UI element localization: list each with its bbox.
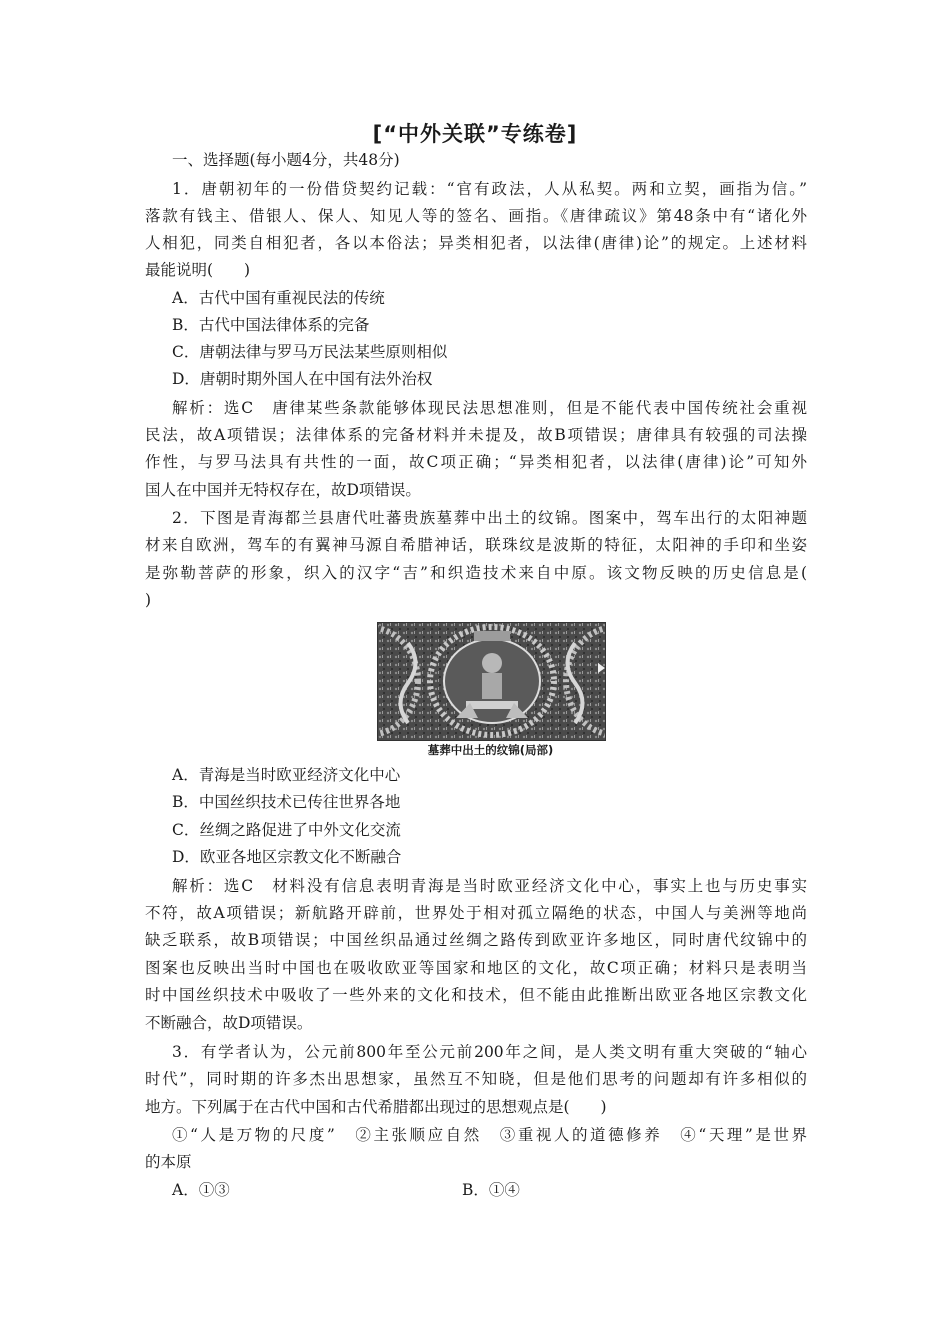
q1-stem-line: 最能说明( ): [145, 261, 251, 279]
q1-option-b: B．古代中国法律体系的完备: [172, 316, 370, 334]
q1-stem-line: 人相犯，同类自相犯者，各以本俗法；异类相犯者，以法律(唐律)论”的规定。上述材料: [145, 234, 807, 252]
brocade-figure: [377, 622, 606, 741]
q2-analysis-line: 不符，故A项错误；新航路开辟前，世界处于相对孤立隔绝的状态，中国人与美洲等地尚: [145, 904, 807, 922]
q1-analysis-line: 国人在中国并无特权存在，故D项错误。: [145, 481, 421, 499]
q2-stem-line: 是弥勒菩萨的形象，织入的汉字“吉”和织造技术来自中原。该文物反映的历史信息是(: [145, 564, 807, 582]
q3-items-line: 的本原: [145, 1153, 192, 1171]
q1-stem-line: 1．唐朝初年的一份借贷契约记载：“官有政法，人从私契。两和立契，画指为信。”: [172, 180, 807, 198]
q3-stem-line: 3．有学者认为，公元前800年至公元前200年之间，是人类文明有重大突破的“轴心: [172, 1043, 807, 1061]
brocade-image: [378, 623, 605, 740]
q2-analysis-line: 解析：选C 材料没有信息表明青海是当时欧亚经济文化中心，事实上也与历史事实: [172, 877, 807, 895]
section-heading: 一、选择题(每小题4分，共48分): [172, 151, 400, 169]
q3-option-b: B．①④: [462, 1181, 520, 1199]
q2-analysis-line: 时中国丝织技术中吸收了一些外来的文化和技术，但不能由此推断出欧亚各地区宗教文化: [145, 986, 807, 1004]
q1-option-c: C．唐朝法律与罗马万民法某些原则相似: [172, 343, 448, 361]
q2-analysis-line: 缺乏联系，故B项错误；中国丝织品通过丝绸之路传到欧亚许多地区，同时唐代纹锦中的: [145, 931, 807, 949]
q2-option-a: A．青海是当时欧亚经济文化中心: [172, 766, 401, 784]
q3-stem-line: 地方。下列属于在古代中国和古代希腊都出现过的思想观点是( ): [145, 1098, 607, 1116]
q2-option-b: B．中国丝织技术已传往世界各地: [172, 793, 401, 811]
q2-analysis-line: 图案也反映出当时中国也在吸收欧亚等国家和地区的文化，故C项正确；材料只是表明当: [145, 959, 807, 977]
figure-caption: 墓葬中出土的纹锦(局部): [427, 743, 554, 757]
q1-option-a: A．古代中国有重视民法的传统: [172, 289, 385, 307]
q2-stem-line: ): [145, 591, 152, 609]
q3-option-a: A．①③: [172, 1181, 230, 1199]
q2-stem-line: 材来自欧洲，驾车的有翼神马源自希腊神话，联珠纹是波斯的特征，太阳神的手印和坐姿: [145, 536, 807, 554]
q2-analysis-line: 不断融合，故D项错误。: [145, 1014, 313, 1032]
q1-option-d: D．唐朝时期外国人在中国有法外治权: [172, 370, 433, 388]
q2-stem-line: 2．下图是青海都兰县唐代吐蕃贵族墓葬中出土的纹锦。图案中，驾车出行的太阳神题: [172, 509, 807, 527]
q3-stem-line: 时代”，同时期的许多杰出思想家，虽然互不知晓，但是他们思考的问题却有许多相似的: [145, 1070, 807, 1088]
q2-option-c: C．丝绸之路促进了中外文化交流: [172, 821, 401, 839]
page-title: [“中外关联”专练卷]: [372, 122, 578, 146]
q1-analysis-line: 解析：选C 唐律某些条款能够体现民法思想准则，但是不能代表中国传统社会重视: [172, 399, 807, 417]
q1-analysis-line: 民法，故A项错误；法律体系的完备材料并未提及，故B项错误；唐律具有较强的司法操: [145, 426, 807, 444]
q1-analysis-line: 作性，与罗马法具有共性的一面，故C项正确；“异类相犯者，以法律(唐律)论”可知外: [145, 453, 807, 471]
q1-stem-line: 落款有钱主、借银人、保人、知见人等的签名、画指。《唐律疏议》第48条中有“诸化外: [145, 207, 807, 225]
q3-items-line: ①“人是万物的尺度” ②主张顺应自然 ③重视人的道德修养 ④“天理”是世界: [172, 1126, 807, 1144]
q2-option-d: D．欧亚各地区宗教文化不断融合: [172, 848, 402, 866]
